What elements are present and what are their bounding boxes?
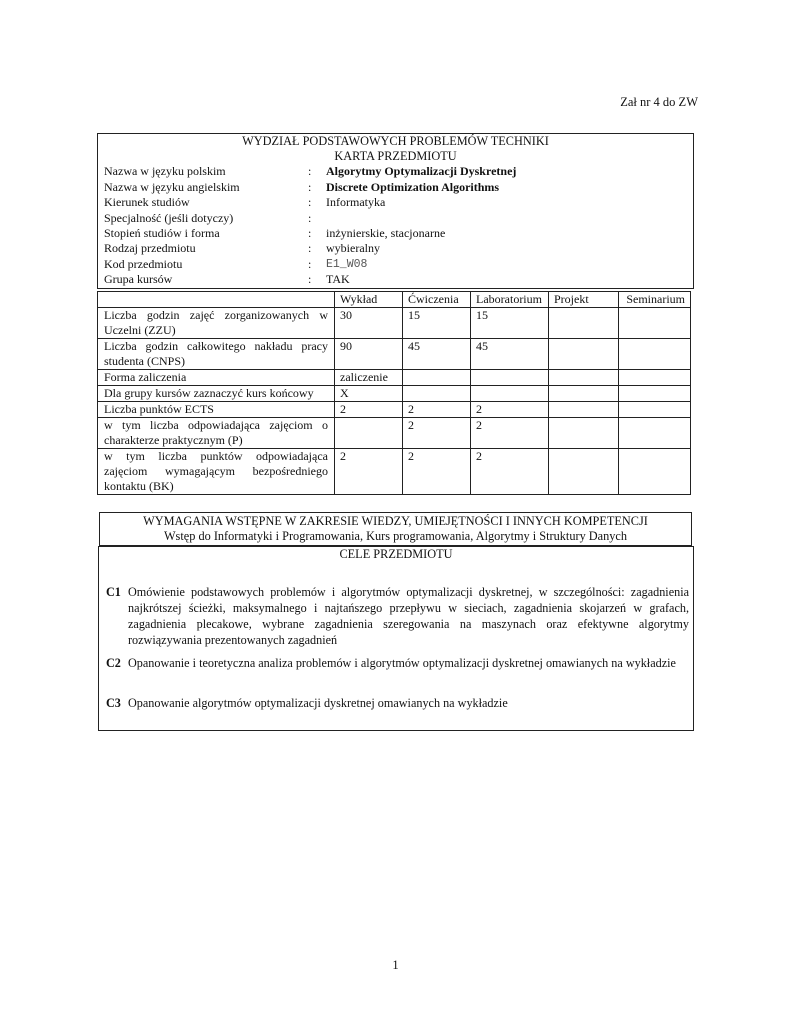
table-cell bbox=[549, 308, 619, 339]
column-header: Wykład bbox=[335, 292, 403, 308]
field-colon: : bbox=[308, 164, 312, 178]
table-cell: X bbox=[335, 386, 403, 402]
goal-text: Omówienie podstawowych problemów i algorytmów optymalizacji dyskretnej, w szczególności: zagadnienia najkrótszej ścieżki, maksymalnego i najtańszego przepływu w sieciach, zagadnienia skojarzeń w grafach, zagadnienia plecakowe, wybrane zagadnienia szeregowania na maszynach oraz efektywne algorytmy rozwiązywania prezentowanych zagadnień bbox=[128, 585, 689, 647]
field-label: Nazwa w języku angielskim bbox=[104, 180, 240, 194]
goal-item bbox=[106, 695, 689, 711]
field-value: TAK bbox=[326, 272, 350, 286]
table-cell bbox=[403, 386, 471, 402]
goal-item bbox=[106, 584, 689, 648]
row-label: Liczba punktów ECTS bbox=[98, 402, 335, 418]
table-cell: 90 bbox=[335, 339, 403, 370]
table-cell: 15 bbox=[471, 308, 549, 339]
field-colon: : bbox=[308, 257, 312, 271]
field-label: Grupa kursów bbox=[104, 272, 173, 286]
table-cell: 2 bbox=[471, 418, 549, 449]
goal-id: C3 bbox=[106, 696, 121, 710]
row-label: Dla grupy kursów zaznaczyć kurs końcowy bbox=[98, 386, 335, 402]
table-cell: 2 bbox=[335, 402, 403, 418]
table-cell bbox=[549, 370, 619, 386]
prerequisites-title: WYMAGANIA WSTĘPNE W ZAKRESIE WIEDZY, UMIEJĘTNOŚCI I INNYCH KOMPETENCJI bbox=[143, 514, 648, 528]
table-cell bbox=[549, 339, 619, 370]
table-row bbox=[98, 418, 691, 449]
goal-id: C2 bbox=[106, 656, 121, 670]
field-colon: : bbox=[308, 195, 312, 209]
column-header: Projekt bbox=[549, 292, 619, 308]
field-label: Specjalność (jeśli dotyczy) bbox=[104, 211, 234, 225]
table-row bbox=[98, 339, 691, 370]
field-course-code bbox=[104, 257, 689, 272]
table-cell: 2 bbox=[471, 402, 549, 418]
table-cell: zaliczenie bbox=[335, 370, 403, 386]
field-colon: : bbox=[308, 241, 312, 255]
table-cell: 15 bbox=[403, 308, 471, 339]
goal-item bbox=[106, 655, 689, 671]
table-cell bbox=[471, 370, 549, 386]
table-cell bbox=[549, 386, 619, 402]
row-label: Liczba godzin zajęć zorganizowanych w Uczelni (ZZU) bbox=[98, 308, 335, 339]
table-cell: 45 bbox=[471, 339, 549, 370]
field-label: Rodzaj przedmiotu bbox=[104, 241, 196, 255]
table-row bbox=[98, 386, 691, 402]
attachment-note: Zał nr 4 do ZW bbox=[620, 95, 698, 109]
faculty-title: WYDZIAŁ PODSTAWOWYCH PROBLEMÓW TECHNIKI bbox=[242, 134, 549, 148]
table-header-row bbox=[98, 292, 691, 308]
goal-text: Opanowanie algorytmów optymalizacji dyskretnej omawianych na wykładzie bbox=[128, 696, 508, 710]
field-colon: : bbox=[308, 180, 312, 194]
table-cell bbox=[619, 418, 691, 449]
page-number: 1 bbox=[392, 958, 399, 972]
field-value: inżynierskie, stacjonarne bbox=[326, 226, 446, 240]
field-value: E1_W08 bbox=[326, 258, 368, 271]
table-cell: 30 bbox=[335, 308, 403, 339]
table-cell bbox=[403, 370, 471, 386]
table-corner-cell bbox=[98, 292, 335, 308]
goals-title: CELE PRZEDMIOTU bbox=[339, 547, 453, 561]
table-cell: 45 bbox=[403, 339, 471, 370]
field-value: Discrete Optimization Algorithms bbox=[326, 180, 500, 194]
table-cell bbox=[619, 308, 691, 339]
hours-table bbox=[97, 291, 691, 495]
goals-section bbox=[98, 546, 694, 731]
field-colon: : bbox=[308, 226, 312, 240]
field-label: Stopień studiów i forma bbox=[104, 226, 220, 240]
table-cell bbox=[619, 386, 691, 402]
table-cell bbox=[471, 386, 549, 402]
field-english-name bbox=[104, 180, 689, 195]
field-course-group bbox=[104, 272, 689, 287]
field-colon: : bbox=[308, 272, 312, 286]
field-value: Algorytmy Optymalizacji Dyskretnej bbox=[326, 164, 517, 178]
row-label: Liczba godzin całkowitego nakładu pracy studenta (CNPS) bbox=[98, 339, 335, 370]
column-header: Ćwiczenia bbox=[403, 292, 471, 308]
table-cell: 2 bbox=[335, 449, 403, 495]
table-row bbox=[98, 370, 691, 386]
table-cell bbox=[619, 370, 691, 386]
field-colon: : bbox=[308, 211, 312, 225]
goal-text: Opanowanie i teoretyczna analiza problemów i algorytmów optymalizacji dyskretnej omawianych na wykładzie bbox=[128, 656, 676, 670]
table-row bbox=[98, 308, 691, 339]
field-course-type bbox=[104, 241, 689, 256]
table-cell bbox=[549, 402, 619, 418]
table-cell: 2 bbox=[403, 418, 471, 449]
field-label: Kod przedmiotu bbox=[104, 257, 183, 271]
table-cell bbox=[619, 339, 691, 370]
field-label: Nazwa w języku polskim bbox=[104, 164, 226, 178]
prerequisites-section bbox=[99, 512, 692, 546]
field-study-field bbox=[104, 195, 689, 210]
table-row bbox=[98, 402, 691, 418]
table-cell bbox=[549, 449, 619, 495]
field-polish-name bbox=[104, 164, 689, 179]
field-value: Informatyka bbox=[326, 195, 386, 209]
table-cell bbox=[549, 418, 619, 449]
row-label: w tym liczba odpowiadająca zajęciom o charakterze praktycznym (P) bbox=[98, 418, 335, 449]
table-cell: 2 bbox=[403, 449, 471, 495]
field-specialty bbox=[104, 211, 689, 226]
course-header bbox=[97, 133, 694, 289]
row-label: Forma zaliczenia bbox=[98, 370, 335, 386]
column-header: Seminarium bbox=[619, 292, 691, 308]
table-cell bbox=[335, 418, 403, 449]
table-row bbox=[98, 449, 691, 495]
table-cell bbox=[619, 402, 691, 418]
goal-id: C1 bbox=[106, 585, 121, 599]
field-label: Kierunek studiów bbox=[104, 195, 190, 209]
row-label: w tym liczba punktów odpowiadająca zajęciom wymagającym bezpośredniego kontaktu (BK) bbox=[98, 449, 335, 495]
table-cell bbox=[619, 449, 691, 495]
card-title: KARTA PRZEDMIOTU bbox=[334, 149, 457, 163]
table-cell: 2 bbox=[471, 449, 549, 495]
field-degree-form bbox=[104, 226, 689, 241]
field-value: wybieralny bbox=[326, 241, 380, 255]
column-header: Laboratorium bbox=[471, 292, 549, 308]
table-cell: 2 bbox=[403, 402, 471, 418]
prerequisites-text: Wstęp do Informatyki i Programowania, Kurs programowania, Algorytmy i Struktury Danych bbox=[163, 529, 628, 543]
